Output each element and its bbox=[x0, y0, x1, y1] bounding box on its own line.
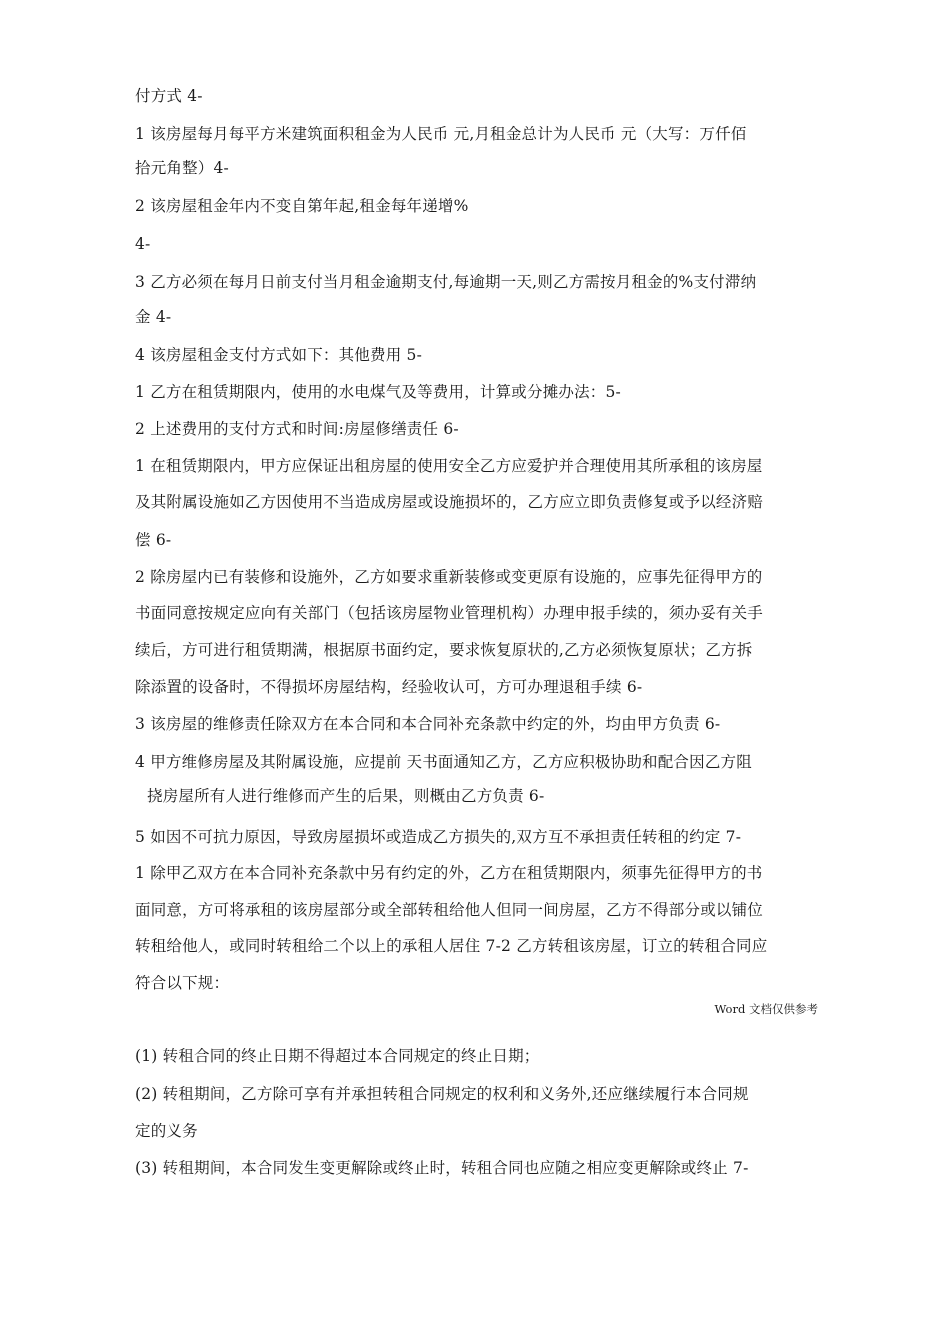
text-line: 4 甲方维修房屋及其附属设施，应提前 天书面通知乙方，乙方应积极协助和配合因乙方阻 bbox=[135, 753, 752, 771]
text-line: 金 4- bbox=[135, 308, 172, 326]
text-line: 转租给他人，或同时转租给二个以上的承租人居住 7-2 乙方转租该房屋，订立的转租合同应 bbox=[135, 937, 768, 955]
text-line: 定的义务 bbox=[135, 1122, 198, 1140]
text-line: 续后，方可进行租赁期满，根据原书面约定，要求恢复原状的,乙方必须恢复原状；乙方拆 bbox=[135, 641, 753, 659]
text-line: 及其附属设施如乙方因使用不当造成房屋或设施损坏的，乙方应立即负责修复或予以经济赔 bbox=[135, 493, 764, 511]
text-line: 2 除房屋内已有装修和设施外，乙方如要求重新装修或变更原有设施的，应事先征得甲方的 bbox=[135, 568, 763, 586]
text-line: 4 该房屋租金支付方式如下：其他费用 5- bbox=[135, 346, 423, 364]
text-line: 5 如因不可抗力原因，导致房屋损坏或造成乙方损失的,双方互不承担责任转租的约定 7- bbox=[135, 828, 742, 846]
text-line: 2 上述费用的支付方式和时间:房屋修缮责任 6- bbox=[135, 420, 459, 438]
text-line: 3 该房屋的维修责任除双方在本合同和本合同补充条款中约定的外，均由甲方负责 6- bbox=[135, 715, 721, 733]
text-line: 1 乙方在租赁期限内，使用的水电煤气及等费用，计算或分摊办法：5- bbox=[135, 383, 621, 401]
text-line: (2) 转租期间，乙方除可享有并承担转租合同规定的权利和义务外,还应继续履行本合同规 bbox=[135, 1085, 749, 1103]
text-line: 书面同意按规定应向有关部门（包括该房屋物业管理机构）办理申报手续的，须办妥有关手 bbox=[135, 604, 764, 622]
text-line: 1 该房屋每月每平方米建筑面积租金为人民币 元,月租金总计为人民币 元（大写：万仟佰 bbox=[135, 125, 747, 143]
text-line: 拾元角整）4- bbox=[135, 159, 229, 177]
text-line: 面同意，方可将承租的该房屋部分或全部转租给他人但同一间房屋，乙方不得部分或以铺位 bbox=[135, 901, 764, 919]
text-line: 1 在租赁期限内，甲方应保证出租房屋的使用安全乙方应爱护并合理使用其所承租的该房屋 bbox=[135, 457, 763, 475]
text-line: (1) 转租合同的终止日期不得超过本合同规定的终止日期； bbox=[135, 1047, 540, 1065]
footer-note: Word 文档仅供参考 bbox=[714, 1002, 818, 1016]
text-line: 2 该房屋租金年内不变自第年起,租金每年递增% bbox=[135, 197, 469, 215]
text-line: 1 除甲乙双方在本合同补充条款中另有约定的外，乙方在租赁期限内，须事先征得甲方的书 bbox=[135, 864, 763, 882]
text-line: 偿 6- bbox=[135, 531, 172, 549]
text-line: (3) 转租期间，本合同发生变更解除或终止时，转租合同也应随之相应变更解除或终止 7- bbox=[135, 1159, 749, 1177]
text-line: 除添置的设备时，不得损坏房屋结构，经验收认可，方可办理退租手续 6- bbox=[135, 678, 643, 696]
text-line: 3 乙方必须在每月日前支付当月租金逾期支付,每逾期一天,则乙方需按月租金的%支付滞纳 bbox=[135, 273, 757, 291]
text-line: 4- bbox=[135, 235, 151, 253]
text-line: 付方式 4- bbox=[135, 87, 203, 105]
text-line: 符合以下规： bbox=[135, 974, 230, 992]
text-line: 挠房屋所有人进行维修而产生的后果，则概由乙方负责 6- bbox=[147, 787, 545, 805]
